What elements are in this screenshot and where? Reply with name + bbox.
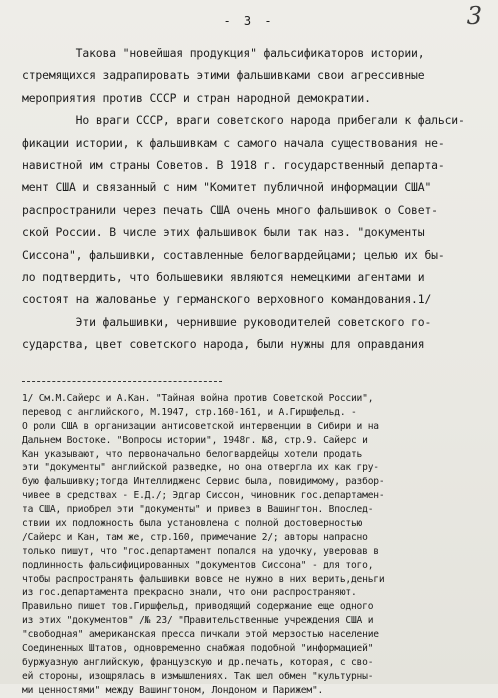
text-line: фикации истории, к фальшивкам с самого начала существования не- [22, 135, 445, 150]
page-number: - 3 - [223, 14, 275, 28]
text-line: мент США и связанный с ним "Комитет публичной информации США" [22, 180, 432, 195]
main-text [22, 42, 476, 355]
text-line: распространили через печать США очень много фальшивок о Совет- [22, 202, 438, 217]
text-line: ло подтвердить, что большевики являются немецкими агентами и [22, 269, 425, 284]
text-line: состоят на жалованье у германского верховного командования.1/ [22, 292, 432, 307]
footnote-line: 1/ См.М.Сайерс и А.Кан. "Тайная война против Советской России", [22, 393, 374, 404]
footnote-line: ми ценностями" между Вашингтоном, Лондоном и Парижем". [22, 684, 324, 696]
text-line: Такова "новейшая продукция" фальсификаторов истории, [22, 46, 425, 60]
text-line: сударства, цвет советского народа, были нужны для оправдания [22, 337, 425, 352]
footnote-line: О роли США в организации антисоветской интервенции в Сибири и на [22, 420, 379, 432]
footnote-line: подлинность фальсифицированных "документов Сиссона" - для того, [22, 559, 374, 571]
text-line: Эти фальшивки, чернившие руководителей советского го- [22, 314, 432, 329]
text-line: стремящихся задрапировать этими фальшивками свои агрессивные [22, 68, 425, 83]
footnote-line: эти "документы" английской разведке, но она отвергла их как гру- [22, 462, 379, 474]
footnote-line: Кан указывают, что первоначально белогвардейцы хотели продать [22, 448, 363, 460]
footnote-line: перевод с английского, М.1947, стр.160-161, и А.Гиршфельд. - [22, 406, 357, 418]
footnote-line: Дальнем Востоке. "Вопросы истории", 1948г. №8, стр.9. Сайерс и [22, 434, 368, 446]
footnote-line: /Сайерс и Кан, там же, стр.160, примечание 2/; авторы напрасно [22, 531, 368, 543]
footnote-line: бую фальшивку;тогда Интеллидженс Сервис была, повидимому, разбор- [22, 476, 385, 488]
footnote-line: Соединенных Штатов, одновременно снабжая подобной "информацией" [22, 643, 374, 655]
footnote-line: только пишут, что "гос.департамент попался на удочку, уверовав в [22, 545, 379, 557]
footnote-line: Правильно пишет тов.Гиршфельд, приводящий содержание еще одного [22, 601, 374, 613]
text-line: ской России. В числе этих фальшивок были так наз. "документы [22, 225, 425, 240]
footnote-line: ей стороны, изощрялась в измышлениях. Так шел обмен "культурны- [22, 670, 374, 682]
footnote-line: ствии их подложность была установлена с полной достоверностью [22, 518, 363, 530]
footnote-line: та США, приобрел эти "документы" и привез в Вашингтон. Впослед- [22, 504, 374, 516]
footnote [22, 392, 482, 698]
footnote-line: из гос.департамента прекрасно знали, что они распространяют. [22, 587, 357, 599]
footnote-line: "свободная" американская пресса пичкали этой мерзостью население [22, 629, 379, 641]
text-line: мероприятия против СССР и стран народной демократии. [22, 90, 371, 105]
footnote-divider [22, 381, 222, 382]
footnote-line: чивее в средствах - Е.Д./; Эдгар Сиссон, чиновник гос.департамен- [22, 490, 385, 502]
footnote-line: чтобы распространять фальшивки вовсе не нужно в них верить,деньги [22, 573, 385, 585]
text-line: Сиссона", фальшивки, составленные белогвардейцами; целью их бы- [22, 247, 445, 262]
footnote-line: буржуазную английскую, французскую и др.печать, которая, с сво- [22, 656, 374, 668]
handwritten-page-number: 3 [466, 2, 482, 30]
text-line: Но враги СССР, враги советского народа прибегали к фальси- [22, 113, 465, 128]
text-line: навистной им страны Советов. В 1918 г. государственный департа- [22, 157, 445, 172]
footnote-line: из этих "документов" /№ 23/ "Правительственные учреждения США и [22, 615, 374, 627]
